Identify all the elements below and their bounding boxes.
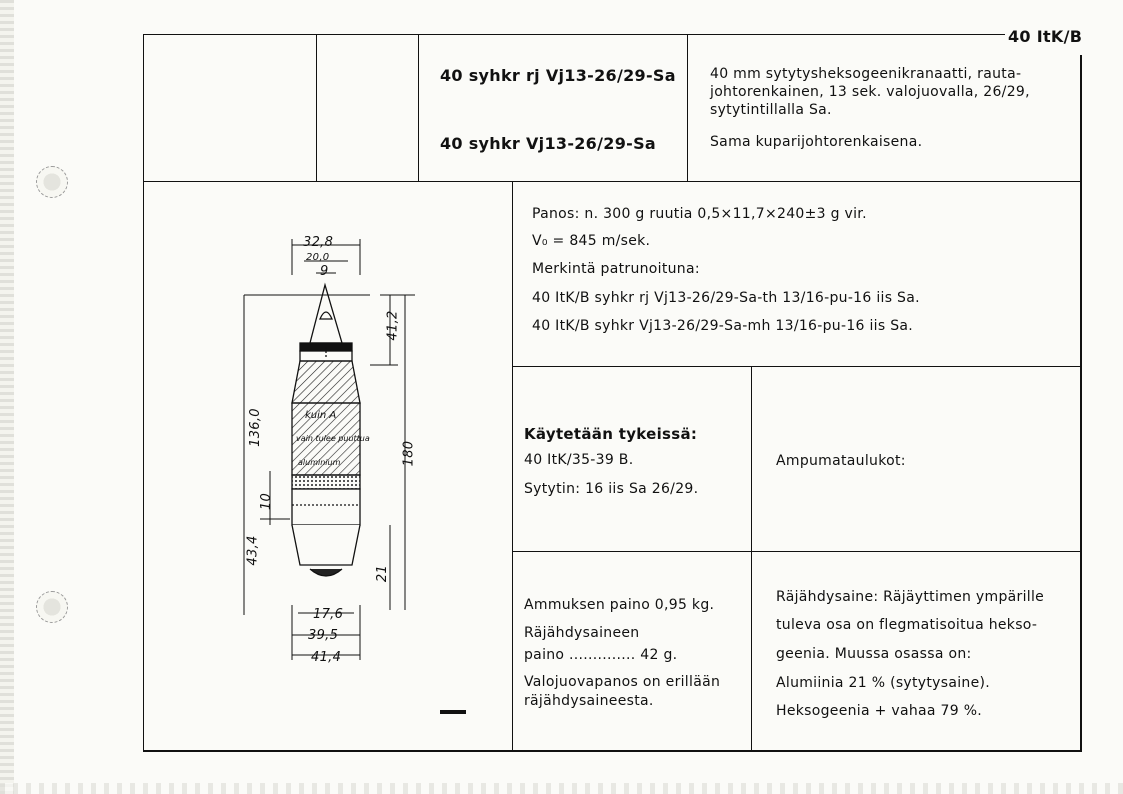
weight-line-3: paino .............. 42 g. [524, 647, 678, 663]
weight-line-1: Ammuksen paino 0,95 kg. [524, 597, 715, 613]
dim-body-len: 136,0 [247, 408, 263, 447]
description-alt: Sama kuparijohtorenkaisena. [710, 134, 923, 150]
punch-hole-upper [36, 166, 68, 198]
description-line-3: sytytintillalla Sa. [710, 102, 832, 118]
page-label: 40 ItK/B [1008, 27, 1083, 46]
designation-1: 40 syhkr rj Vj13-26/29-Sa [440, 66, 676, 85]
usage-line-2: Sytytin: 16 iis Sa 26/29. [524, 481, 699, 497]
explosive-line-5: Heksogeenia + vahaa 79 %. [776, 703, 983, 719]
row-divider-2 [512, 551, 1082, 552]
body-text-1: kuin A [305, 410, 337, 421]
explosive-line-3: geenia. Muussa osassa on: [776, 646, 972, 662]
charge-line-5: 40 ItK/B syhkr Vj13-26/29-Sa-mh 13/16-pu-16 iis Sa. [532, 318, 914, 334]
frame-left [143, 34, 144, 750]
charge-line-4: 40 ItK/B syhkr rj Vj13-26/29-Sa-th 13/16-pu-16 iis Sa. [532, 290, 920, 306]
weight-line-4: Valojuovapanos on erillään [524, 674, 721, 690]
explosive-line-4: Alumiinia 21 % (sytytysaine). [776, 675, 991, 691]
usage-title: Käytetään tykeissä: [524, 425, 698, 443]
charge-line-3: Merkintä patrunoituna: [532, 261, 700, 277]
frame-top [143, 34, 1005, 35]
weight-line-2: Räjähdysaineen [524, 625, 640, 641]
dim-band-len: 10 [259, 492, 275, 511]
header-col-2 [418, 34, 419, 181]
charge-line-2: V₀ = 845 m/sek. [532, 233, 651, 249]
dim-base-w2: 39,5 [308, 628, 339, 643]
description-line-1: 40 mm sytytysheksogeenikranaatti, rauta- [710, 66, 1022, 82]
page-bottom-edge [0, 783, 1123, 794]
row-divider-1 [512, 366, 1082, 367]
header-col-1 [316, 34, 317, 181]
dim-nose-len: 41,2 [385, 310, 401, 341]
designation-2: 40 syhkr Vj13-26/29-Sa [440, 134, 656, 153]
frame-bottom [143, 750, 1082, 752]
frame-right [1080, 55, 1082, 752]
dim-inner-1: 20,0 [306, 252, 330, 263]
page-edge [0, 0, 14, 794]
explosive-line-1: Räjähdysaine: Räjäyttimen ympärille [776, 589, 1045, 605]
firing-tables-label: Ampumataulukot: [776, 453, 906, 469]
body-text-2: vain tulee puuttua [296, 434, 370, 443]
mid-col-divider [751, 366, 752, 750]
dim-base-w1: 17,6 [313, 607, 344, 622]
charge-line-1: Panos: n. 300 g ruutia 0,5×11,7×240±3 g vir. [532, 206, 867, 222]
drawing-divider [512, 181, 513, 750]
usage-line-1: 40 ItK/35-39 B. [524, 452, 634, 468]
weight-line-5: räjähdysaineesta. [524, 693, 654, 709]
dim-base-w3: 41,4 [311, 650, 342, 665]
dim-inner-2: 9 [320, 264, 329, 279]
dim-total-len: 180 [401, 440, 417, 467]
dash-mark [440, 710, 466, 714]
description-line-2: johtorenkainen, 13 sek. valojuovalla, 26/29, [710, 84, 1030, 100]
body-text-3: aluminium [298, 458, 341, 467]
punch-hole-lower [36, 591, 68, 623]
projectile-outline [292, 285, 360, 576]
header-col-3 [687, 34, 688, 181]
dim-tracer-len: 21 [375, 564, 391, 583]
dim-base-len: 43,4 [245, 535, 261, 566]
explosive-line-2: tuleva osa on flegmatisoitua hekso- [776, 617, 1038, 633]
dim-top-width: 32,8 [303, 235, 334, 250]
header-divider [143, 181, 1082, 182]
